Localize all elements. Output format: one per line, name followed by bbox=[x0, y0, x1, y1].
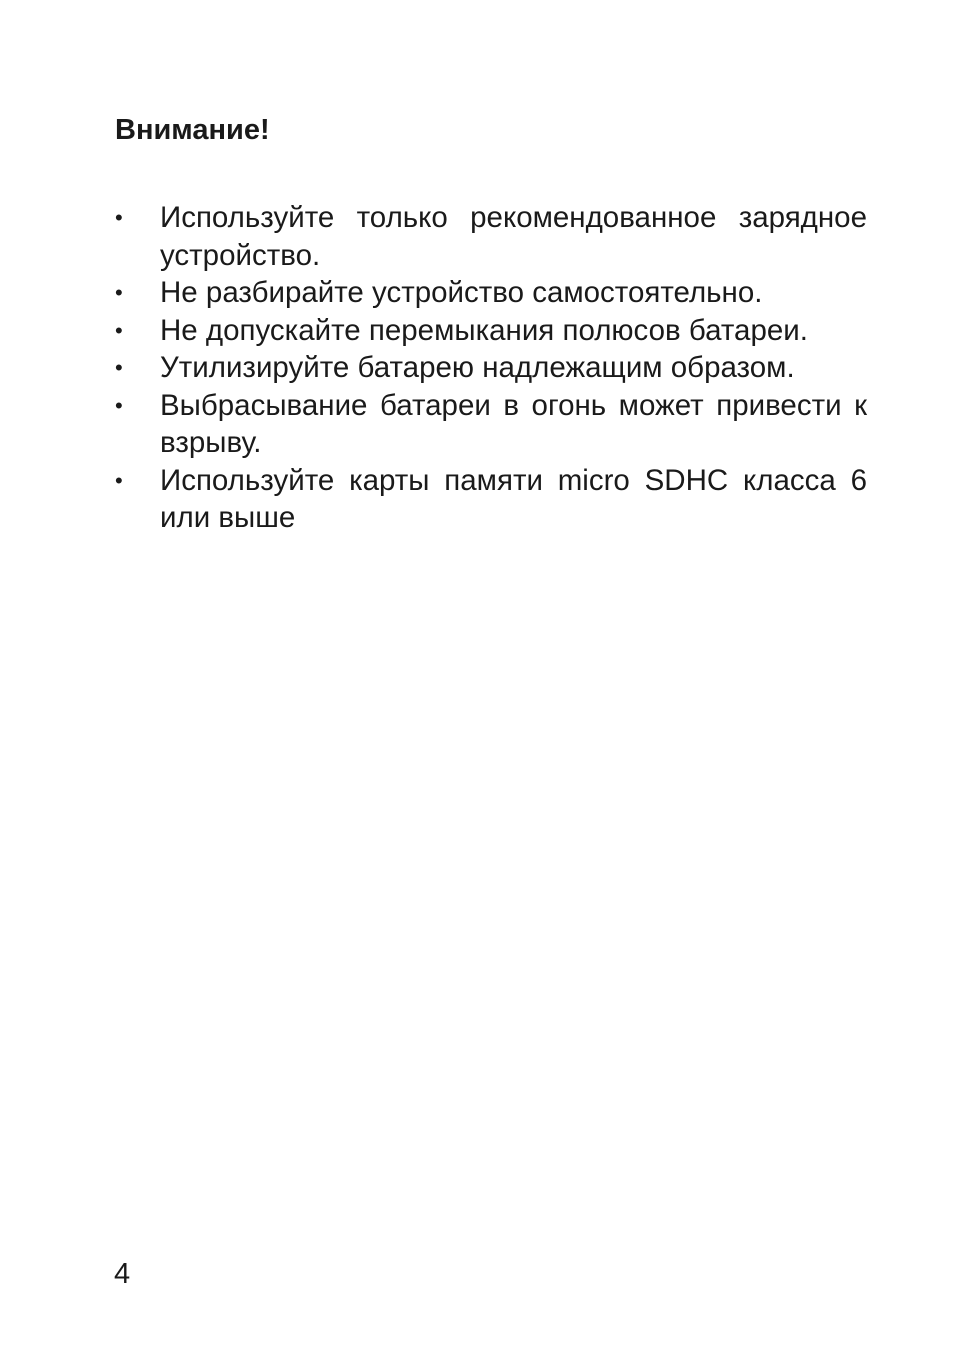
warning-text: Выбрасывание батареи в огонь может привести к взрыву. bbox=[160, 388, 867, 459]
page-number: 4 bbox=[114, 1258, 131, 1290]
bullet-icon: • bbox=[115, 317, 123, 343]
warning-text: Не допускайте перемыкания полюсов батареи. bbox=[160, 313, 808, 347]
warning-text: Используйте только рекомендованное зарядное устройство. bbox=[160, 201, 867, 272]
warning-text: Используйте карты памяти micro SDHC класса 6 или выше bbox=[160, 463, 867, 534]
warning-text: Утилизируйте батарею надлежащим образом. bbox=[160, 351, 795, 384]
warning-item bbox=[115, 387, 867, 462]
warning-item bbox=[115, 462, 867, 537]
bullet-icon: • bbox=[115, 467, 123, 493]
bullet-icon: • bbox=[115, 392, 123, 418]
warning-item bbox=[115, 274, 867, 312]
warning-list bbox=[115, 199, 867, 537]
warning-item bbox=[115, 312, 867, 350]
warning-item bbox=[115, 349, 867, 387]
bullet-icon: • bbox=[115, 205, 123, 230]
bullet-icon: • bbox=[115, 355, 123, 380]
warning-item bbox=[115, 199, 867, 274]
bullet-icon: • bbox=[115, 280, 123, 305]
warning-heading: Внимание! bbox=[115, 114, 270, 146]
warning-text: Не разбирайте устройство самостоятельно. bbox=[160, 276, 763, 309]
